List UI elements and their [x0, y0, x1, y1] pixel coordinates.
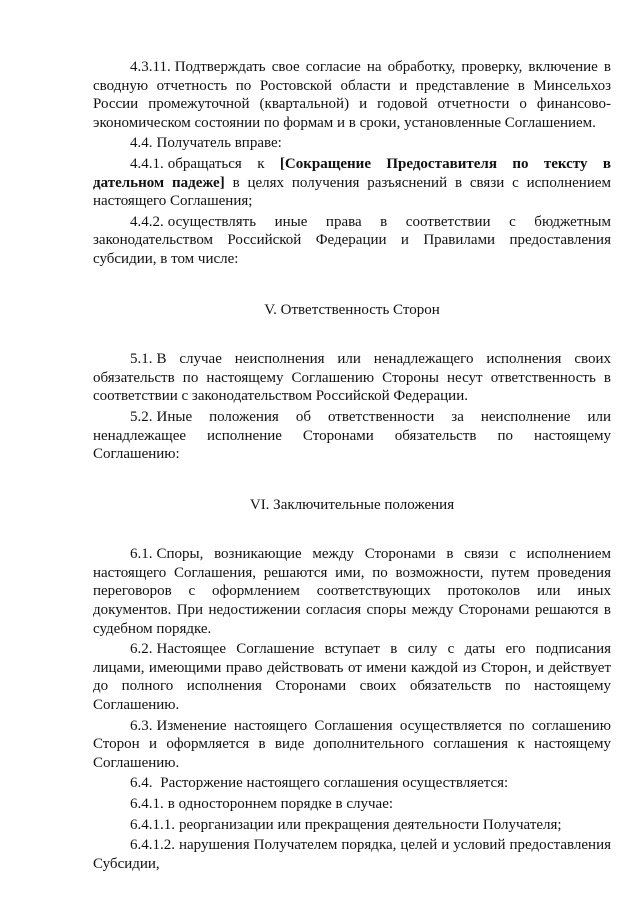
- clause-4-4: [93, 134, 611, 153]
- section-5-title: V. Ответственность Сторон: [264, 301, 440, 318]
- clause-number: 5.2.: [130, 408, 153, 425]
- clause-text-after: в целях получения разъяснений в связи с исполнением настоящего Соглашения;: [93, 174, 611, 210]
- clause-text: нарушения Получателем порядка, целей и условий предоставления Субсидии,: [93, 837, 611, 872]
- clause-number: 5.1.: [130, 351, 153, 368]
- clause-text-before: обращаться к: [167, 155, 265, 172]
- clause-number: 6.1.: [130, 546, 153, 563]
- clause-4-3-11: [93, 58, 611, 132]
- clause-text: реорганизации или прекращения деятельности Получателя;: [179, 816, 562, 833]
- clause-number: 6.4.: [130, 775, 153, 792]
- clause-number: 6.2.: [130, 641, 153, 658]
- clause-number: 4.4.: [130, 135, 153, 152]
- document-body: [93, 58, 611, 875]
- clause-6-2: [93, 640, 611, 714]
- clause-number: 6.4.1.2.: [130, 837, 175, 854]
- clause-text: Настоящее Соглашение вступает в силу с даты его подписания лицами, имеющими право действовать от имени каждой из Сторон, и действует до полного исполнения Сторонами своих обязательств по настоящему Соглашению.: [93, 641, 611, 714]
- clause-text: В случае неисполнения или ненадлежащего исполнения своих обязательств по настоящему Соглашению Стороны несут ответственность в соответствии с законодательством Российской Федерации.: [93, 351, 611, 405]
- clause-6-4-1: [93, 795, 611, 814]
- clause-5-1: [93, 350, 611, 406]
- section-6-title: VI. Заключительные положения: [249, 496, 455, 513]
- clause-number: 4.3.11.: [130, 59, 171, 75]
- clause-number: 6.4.1.: [130, 796, 164, 812]
- clause-text: осуществлять иные права в соответствии с бюджетным законодательством Российской Федерации и Правилами предоставления субсидии, в том числе:: [93, 213, 611, 267]
- clause-number: 6.3.: [130, 717, 153, 734]
- clause-text: Получатель вправе:: [156, 135, 282, 152]
- clause-number: 4.4.1.: [130, 155, 164, 172]
- clause-text: Споры, возникающие между Сторонами в связи с исполнением настоящего Соглашения, решаются ими, по возможности, путем проведения переговоров с оформлением соответствующих протоколов или иных документов. При недостижении согласия споры между Сторонами решаются в судебном порядке.: [93, 546, 611, 637]
- clause-number: 4.4.2.: [130, 213, 164, 230]
- clause-text: в одностороннем порядке в случае:: [167, 796, 394, 812]
- clause-5-2: [93, 408, 611, 464]
- clause-text: Иные положения об ответственности за неисполнение или ненадлежащее исполнение Сторонами обязательств по настоящему Соглашению:: [93, 408, 611, 463]
- clause-number: 6.4.1.1.: [130, 816, 175, 833]
- clause-6-4-1-2: [93, 836, 611, 873]
- clause-6-4-1-1: [93, 816, 611, 835]
- clause-4-4-1: [93, 155, 611, 211]
- clause-6-1: [93, 545, 611, 638]
- clause-6-3: [93, 717, 611, 773]
- clause-text: Расторжение настоящего соглашения осуществляется:: [160, 775, 509, 792]
- clause-6-4: [93, 774, 611, 793]
- clause-text: Изменение настоящего Соглашения осуществляется по соглашению Сторон и оформляется в виде дополнительного соглашения к настоящему Соглашению.: [93, 717, 611, 771]
- placeholder-text: [Сокращение Предоставителя по тексту в дательном падеже]: [93, 155, 611, 191]
- clause-4-4-2: [93, 213, 611, 269]
- clause-text: Подтверждать свое согласие на обработку, проверку, включение в сводную отчетность по Ростовской области и представление в Минсельхоз России промежуточной (квартальной) и годовой отчетности о финансово-экономическом состоянии по формам и в сроки, установленные Соглашением.: [93, 59, 611, 131]
